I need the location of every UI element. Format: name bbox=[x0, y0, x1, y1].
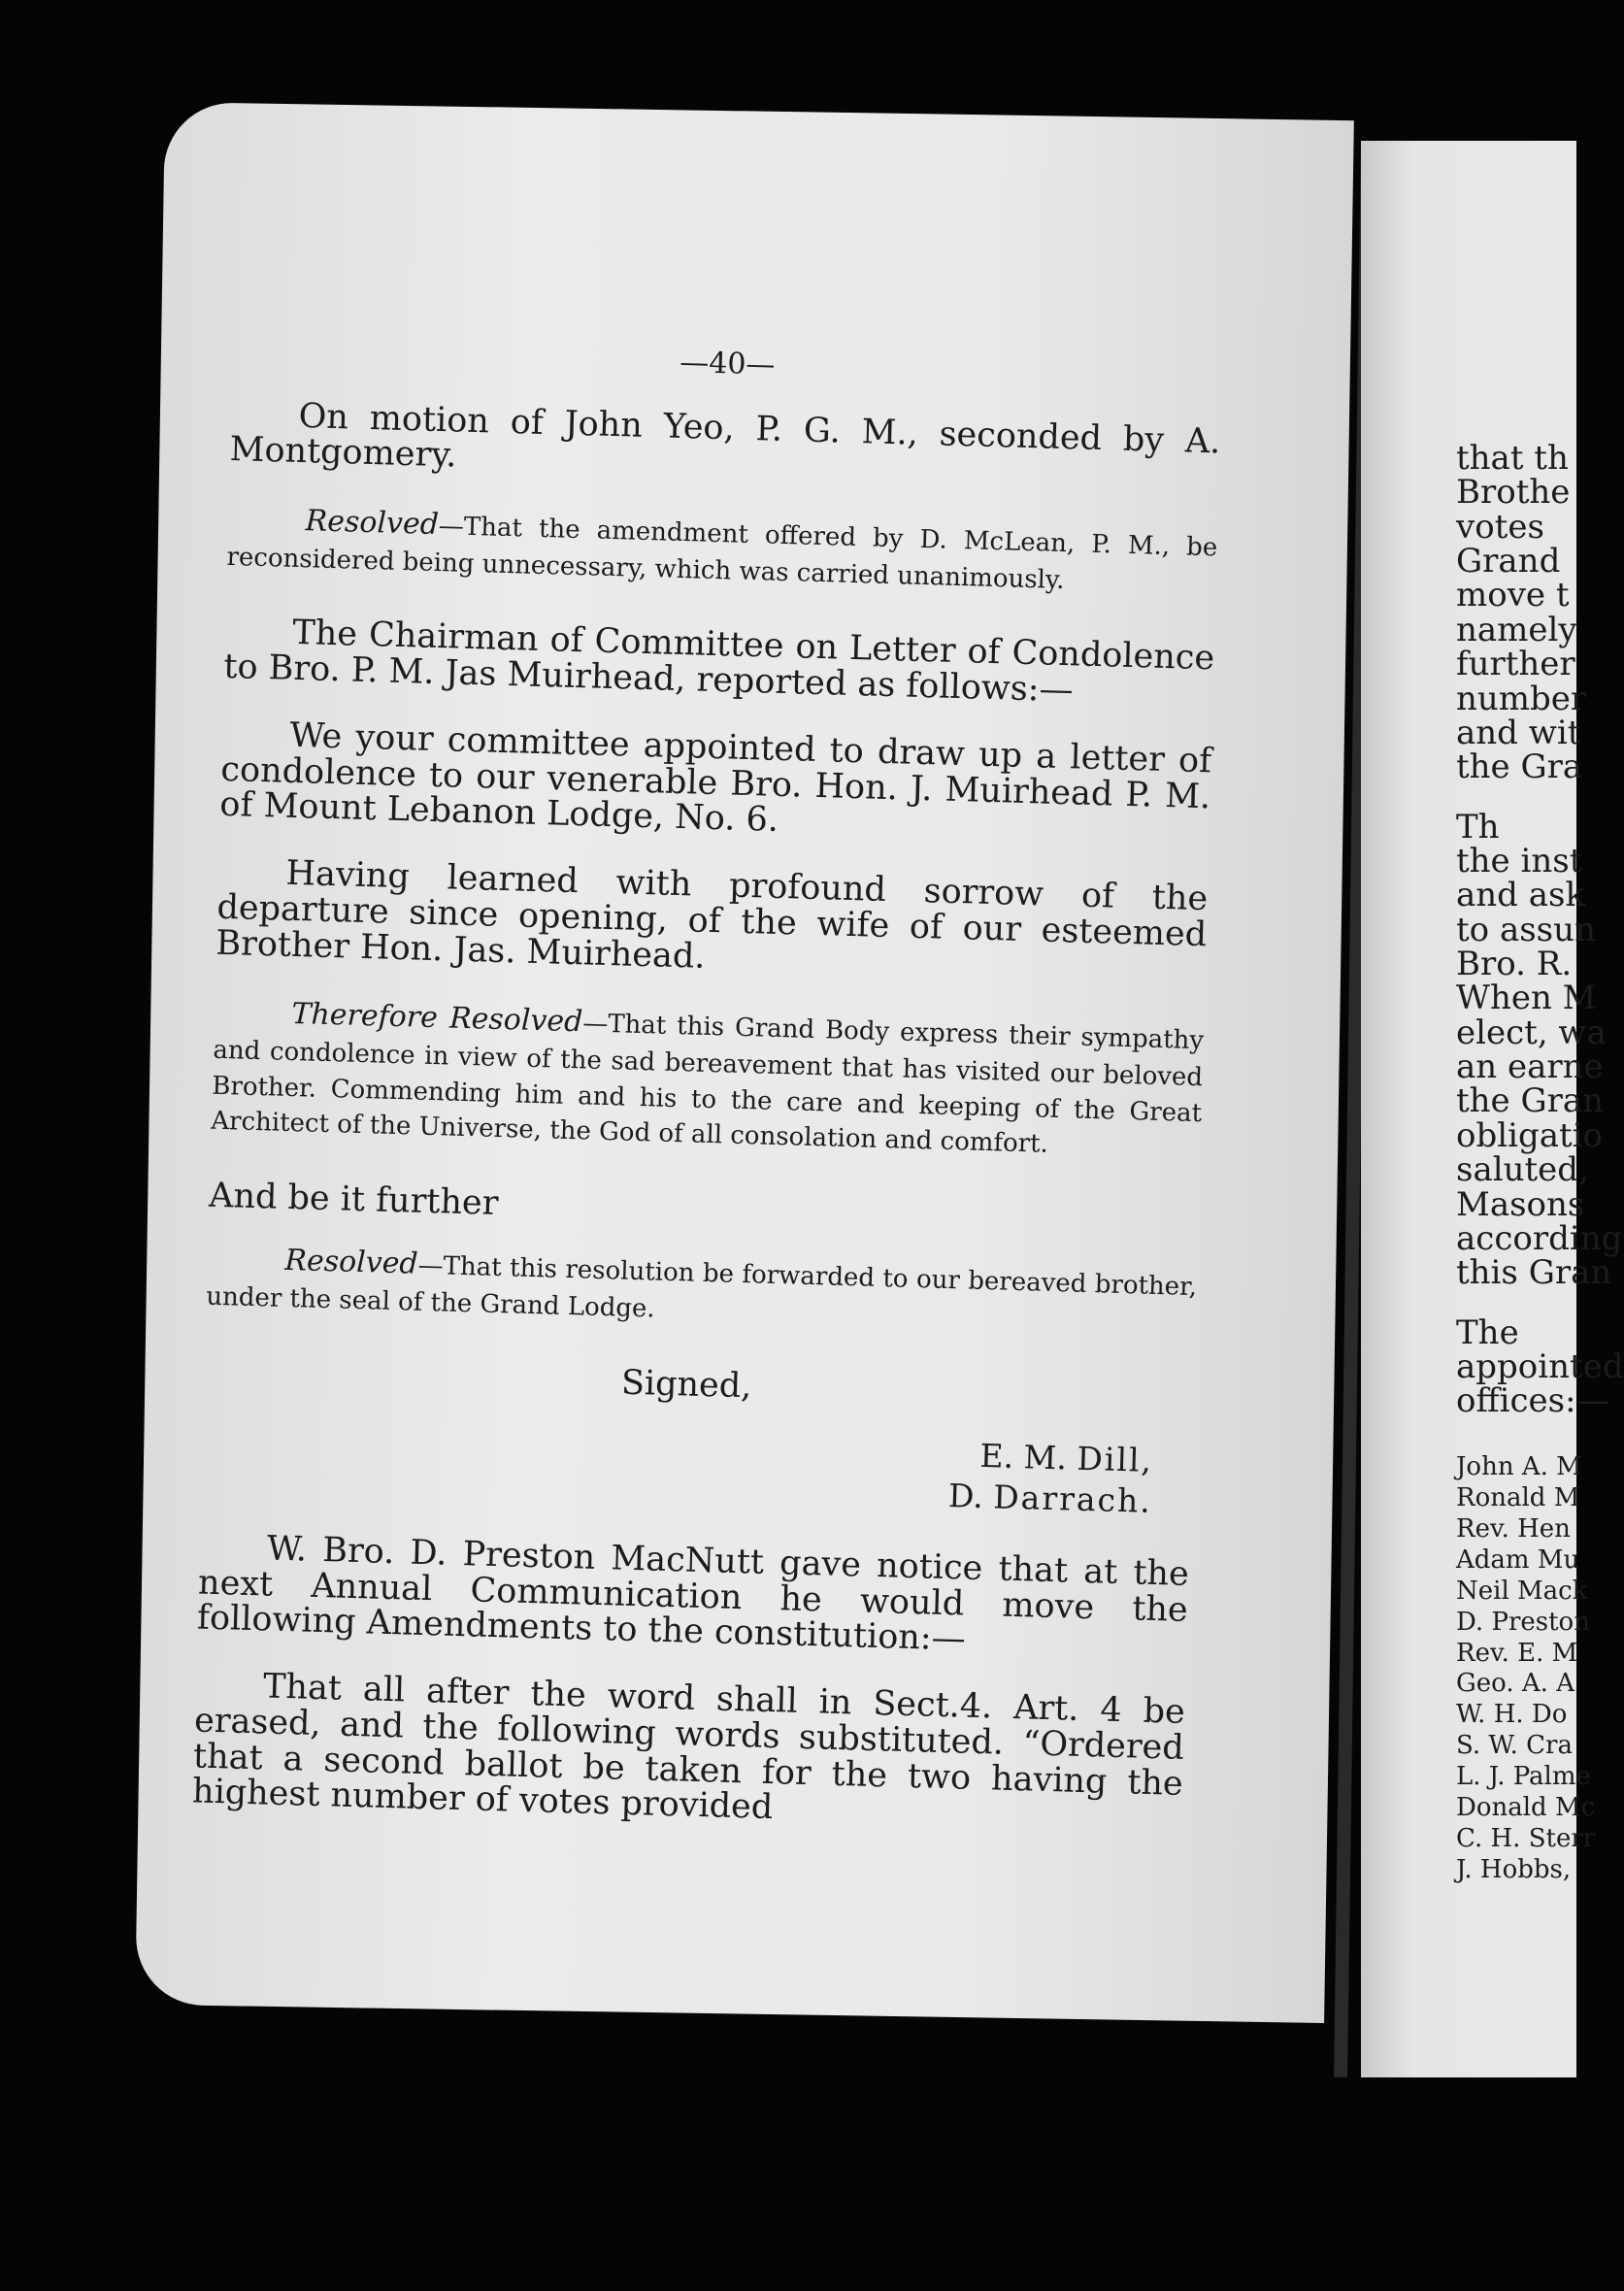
text-line: namely bbox=[1456, 610, 1577, 649]
text-line: Brothe bbox=[1456, 473, 1571, 513]
text-line: an earne bbox=[1456, 1047, 1604, 1087]
signatory-initials: D. bbox=[947, 1476, 984, 1515]
resolution-sympathy bbox=[211, 992, 1205, 1167]
spacer bbox=[1456, 785, 1576, 811]
text-line: Grand bbox=[1456, 542, 1561, 581]
list-item: Donald Mc bbox=[1456, 1793, 1596, 1823]
list-item: Geo. A. A bbox=[1456, 1669, 1574, 1699]
text-line: Masons bbox=[1456, 1184, 1585, 1224]
resolution-text: —That this resolution be forwarded to our bereaved brother, under the seal of the Grand Lodge. bbox=[205, 1251, 1198, 1324]
right-paragraph-1 bbox=[1456, 439, 1587, 787]
list-item: Ronald M bbox=[1456, 1482, 1580, 1512]
left-page-text bbox=[191, 335, 1223, 1869]
list-item: W. H. Do bbox=[1456, 1700, 1568, 1730]
text-line: the Gra bbox=[1456, 747, 1583, 787]
right-paragraph-2 bbox=[1456, 807, 1623, 1293]
paragraph-notice: W. Bro. D. Preston MacNutt gave notice that at the next Annual Communication he would move the following Amendments to the constitution:— bbox=[196, 1529, 1190, 1660]
signatory-initials: E. M. bbox=[979, 1437, 1068, 1478]
text-line: the Gran bbox=[1456, 1081, 1605, 1121]
list-item: Neil Mack bbox=[1456, 1576, 1588, 1606]
paragraph-amendment: That all after the word shall in Sect.4. Art. 4 be erased, and the following words substituted. “Ordered that a second ballot be taken for the two having the highest number of votes provided bbox=[191, 1667, 1186, 1828]
list-item: D. Preston bbox=[1456, 1607, 1590, 1637]
page-number: —40— bbox=[679, 345, 776, 382]
text-line: obligatio bbox=[1456, 1115, 1604, 1155]
list-item: Rev. E. M bbox=[1456, 1638, 1578, 1668]
right-paragraph-3 bbox=[1456, 1312, 1624, 1421]
list-item: Rev. Hen bbox=[1456, 1513, 1571, 1544]
list-item: Adam Mu bbox=[1456, 1544, 1580, 1575]
resolution-forward bbox=[206, 1239, 1198, 1343]
text-line: Th bbox=[1456, 807, 1500, 847]
resolved-label: Resolved bbox=[305, 504, 440, 542]
list-item: C. H. Sterr bbox=[1456, 1824, 1596, 1854]
text-line: votes bbox=[1456, 507, 1544, 547]
text-line: appointed bbox=[1456, 1346, 1624, 1386]
resolution-reconsider bbox=[226, 499, 1218, 603]
spacer bbox=[1456, 1291, 1576, 1316]
resolution-text: —That this Grand Body express their sympathy and condolence in view of the sad bereavement that has visited our beloved Brother. Commending him and his to the care and keeping of the Great Architect of the Universe, the God of all consolation and comfort. bbox=[210, 1009, 1205, 1159]
text-line: this Gran bbox=[1456, 1253, 1612, 1293]
right-page-text bbox=[1456, 439, 1624, 1886]
text-line: further bbox=[1456, 645, 1575, 684]
text-line: saluted, bbox=[1456, 1150, 1589, 1190]
text-line: Bro. R. bbox=[1456, 945, 1573, 984]
signed-line: Signed, bbox=[620, 1363, 752, 1407]
resolved-label: Resolved bbox=[283, 1244, 419, 1282]
paragraph-chairman-report: The Chairman of Committee on Letter of Condolence to Bro. P. M. Jas Muirhead, reported as follows:— bbox=[222, 614, 1215, 711]
officers-list bbox=[1456, 1451, 1596, 1887]
text-line: the inst bbox=[1456, 841, 1583, 880]
signatory-name: Darrach. bbox=[992, 1478, 1153, 1520]
text-line: offices:— bbox=[1456, 1381, 1609, 1421]
text-line: that th bbox=[1456, 439, 1569, 478]
list-item: L. J. Palme bbox=[1456, 1762, 1591, 1792]
text-line: according bbox=[1456, 1218, 1623, 1258]
further-line: And be it further bbox=[208, 1176, 499, 1223]
text-line: The bbox=[1456, 1312, 1519, 1352]
list-item: John A. M bbox=[1456, 1451, 1582, 1481]
list-item: S. W. Cra bbox=[1456, 1731, 1573, 1761]
paragraph-motion: On motion of John Yeo, P. G. M., seconded by A. Montgomery. bbox=[229, 396, 1221, 476]
resolution-text: —That the amendment offered by D. McLean, P. M., be reconsidered being unnecessary, which was carried unanimously. bbox=[226, 511, 1218, 596]
text-line: elect, wa bbox=[1456, 1013, 1607, 1052]
text-line: move t bbox=[1456, 576, 1570, 615]
list-item: J. Hobbs, bbox=[1456, 1855, 1572, 1885]
signatory-name: Dill, bbox=[1076, 1440, 1154, 1480]
text-line: When M bbox=[1456, 979, 1597, 1018]
resolved-label: Therefore Resolved bbox=[290, 997, 583, 1040]
text-line: and wit bbox=[1456, 713, 1581, 752]
paragraph-committee: We your committee appointed to draw up a letter of condolence to our venerable Bro. Hon. J. Muirhead P. M. of Mount Lebanon Lodge, No. 6. bbox=[218, 715, 1212, 841]
signatories bbox=[201, 1414, 1154, 1521]
text-line: to assun bbox=[1456, 910, 1596, 949]
paragraph-sorrow: Having learned with profound sorrow of the departure since opening, of the wife of our esteemed Brother Hon. Jas. Muirhead. bbox=[215, 853, 1209, 977]
text-line: number bbox=[1456, 679, 1587, 718]
text-line: and ask bbox=[1456, 876, 1586, 915]
